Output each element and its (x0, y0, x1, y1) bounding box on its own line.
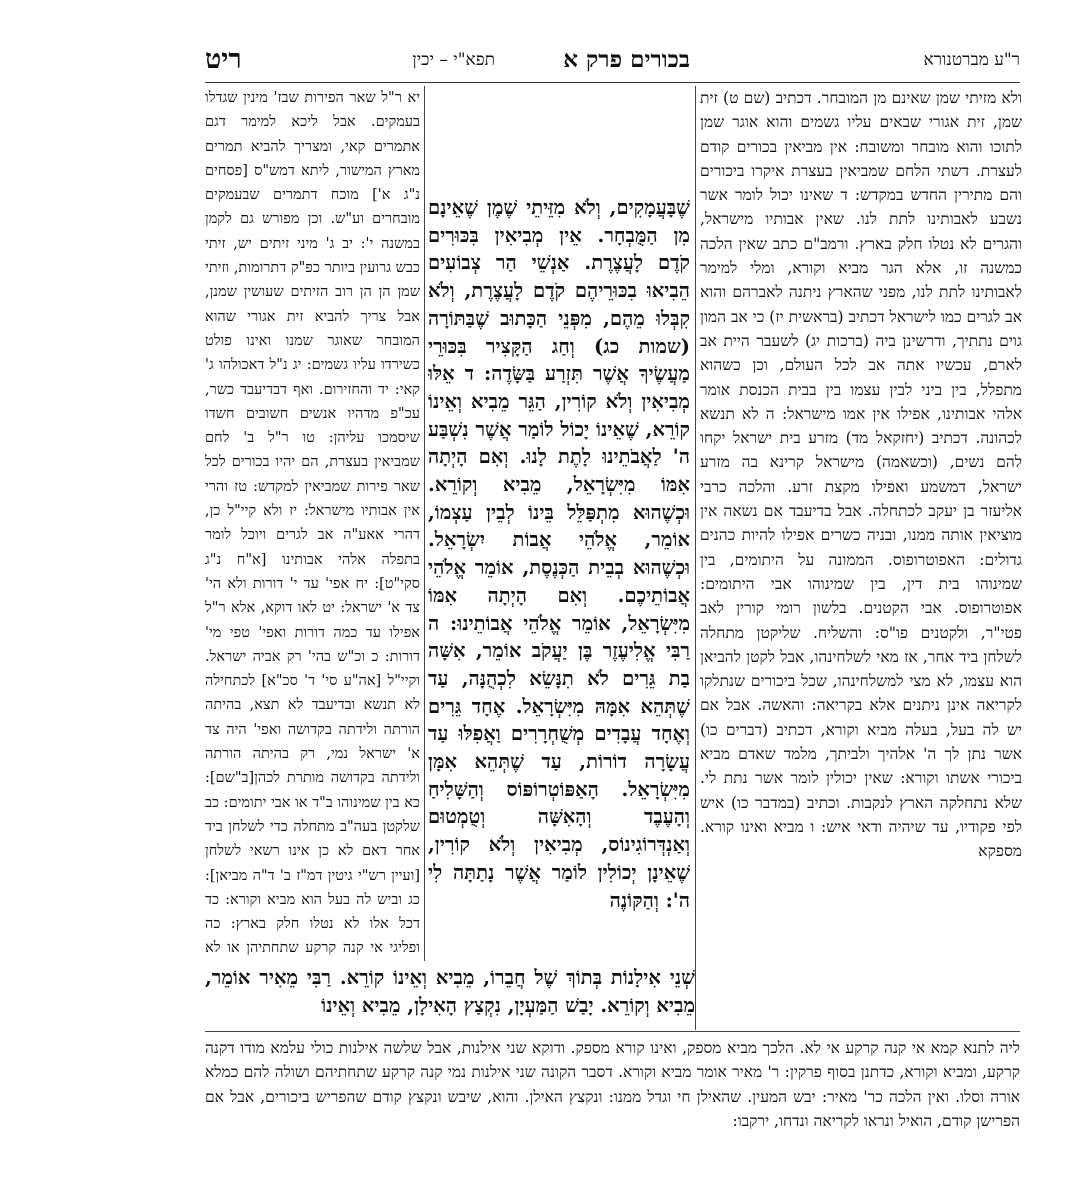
page-number: ריט (205, 44, 242, 75)
mishnah-continuation: שְׁנֵי אִילָנוֹת בְּתוֹךְ שֶׁל חֲבֵרוֹ, מֵבִיא וְאֵינוֹ קוֹרֵא. רַבִּי מֵאִיר אוֹמֵר, מֵבִיא וְקוֹרֵא. יָבַשׁ הַמַּעְיָן, נִקְצַץ הָאִילָן, מֵבִיא וְאֵינוֹ (205, 966, 695, 1017)
mishnah-column: שֶׁבָּעֲמָקִים, וְלֹא מִזֵּיתֵי שֶׁמֶן שֶׁאֵינָם מִן הַמֻּבְחָר. אֵין מְבִיאִין בִּכּוּרִים קֹדֶם לָעֲצֶרֶת. אַנְשֵׁי הַר צְבוֹעִים הֵבִיאוּ בִכּוּרֵיהֶם קֹדֶם לָעֲצֶרֶת, וְלֹא קִבְּלוּ מֵהֶם, מִפְּנֵי הַכָּתוּב שֶׁבַּתּוֹרָה (שמות כג) וְחַג הַקָּצִיר בִּכּוּרֵי מַעֲשֶׂיךָ אֲשֶׁר תִּזְרַע בַּשָּׂדֶה: ד אֵלּוּ מְבִיאִין וְלֹא קוֹרִין, הַגֵּר מֵבִיא וְאֵינוֹ קוֹרֵא, שֶׁאֵינוֹ יָכוֹל לוֹמַר אֲשֶׁר נִשְׁבַּע ה' לַאֲבֹתֵינוּ לָתֶת לָנוּ. וְאִם הָיְתָה אִמּוֹ מִיִּשְׂרָאֵל, מֵבִיא וְקוֹרֵא. וּכְשֶׁהוּא מִתְפַּלֵּל בֵּינוֹ לְבֵין עַצְמוֹ, אוֹמֵר, אֱלֹהֵי אֲבוֹת יִשְׂרָאֵל. וּכְשֶׁהוּא בְבֵית הַכְּנֶסֶת, אוֹמֵר אֱלֹהֵי אֲבוֹתֵיכֶם. וְאִם הָיְתָה אִמּוֹ מִיִּשְׂרָאֵל, אוֹמֵר אֱלֹהֵי אֲבוֹתֵינוּ: ה רַבִּי אֱלִיעֶזֶר בֶּן יַעֲקֹב אוֹמֵר, אִשָּׁה בַת גֵּרִים לֹא תִנָּשֵׂא לִכְהֻנָּה, עַד שֶׁתְּהֵא אִמָּהּ מִיִּשְׂרָאֵל. אֶחָד גֵּרִים וְאֶחָד עֲבָדִים מְשֻׁחְרָרִים וַאֲפִלּוּ עַד עֲשָׂרָה דוֹרוֹת, עַד שֶׁתְּהֵא אִמָּן מִיִּשְׂרָאֵל. הָאַפּוֹטְרוֹפּוֹס וְהַשָּׁלִיחַ וְהָעֶבֶד וְהָאִשָּׁה וְטֻמְטוּם וְאַנְדְּרוֹגִינוֹס, מְבִיאִין וְלֹא קוֹרִין, שֶׁאֵינָן יְכוֹלִין לוֹמַר אֲשֶׁר נָתַתָּה לִי ה': וְהַקּוֹנֶה (428, 196, 690, 912)
page-header (205, 44, 1020, 82)
commentator-title: ר"ע מברטנורא (923, 50, 1020, 70)
bartenura-column: ולא מזיתי שמן שאינם מן המובחר. דכתיב (שם ט) זית שמן, זית אגורי שבאים עליו גשמים והוא אוגר שמן לתוכו והוא מובחר ומשובח: אין מביאין בכורים קודם לעצרת. דשתי הלחם שמביאין בעצרת איקרו ביכורים והם מתירין החדש במקדש: ד שאינו יכול לומר אשר נשבע לאבותינו לתת לנו. שאין אבותיו מישראל, והגרים לא נטלו חלק בארץ. ורמב"ם כתב שאין הלכה כמשנה זו, אלא הגר מביא וקורא, ומלי למימר לאבותינו לתת לנו, מפני שהארץ ניתנה לאברהם והוא אב לגרים כמו לישראל דכתיב (בראשית יז) כי אב המון גוים נתתיך, ודרשינן ביה (ברכות יג) לשעבר היית אב לארם, עכשיו אתה אב לכל העולם, וכן כשהוא מתפלל, בין ביני לבין עצמו בין בבית הכנסת אומר אלהי אבותינו, אפילו אין אמו מישראל: ה לא תנשא לכהונה. דכתיב (יחזקאל מד) מזרע בית ישראל יקחו להם נשים, (וכשאמה) מישראל קרינא בה מזרע ישראל, דמשמע ואפילו מקצת זרע. והלכה כרבי אליעזר בן יעקב לכתחלה. אבל בדיעבד אם נשאה אין מוציאין אותה ממנו, ובניה כשרים אפילו להיות כהנים גדולים: האפוטרופוס. הממונה על היתומים, בין שמינוהו בית דין, בין שמינוהו אבי היתומים: אפוטרופוס. אבי הקטנים. בלשון רומי קורין לאב פטי"ר, ולקטנים פו"ס: והשליח. שליקטן מתחלה לשלחן ביד אחר, אז מאי לשלחינהו, אבל לקטן להביאן הוא עצמו, לא מצי למשלחינהו, שכל ביכורים שנתלקו לקריאה אינן ניתנים אלא בקריאה: והאשה. אבל אם יש לה בעל, בעלה מביא וקורא, דכתיב (דברים כו) אשר נתן לך ה' אלהיך ולביתך, מלמד שאדם מביא ביכורי אשתו וקורא: שאין יכולין לומר אשר נתת לי. שלא נתחלקה הארץ לנקבות. וכתיב (במדבר כו) איש לפי פקודיו, עד שיהיה ודאי איש: ו מביא ואינו קורא. מספקא (700, 89, 1022, 861)
yachin-column: יא ר"ל שאר הפירות שבז' מינין שגדלו בעמקים. אבל ליכא למימר דגם אתמרים קאי, ומצריך להביא תמרים מארץ המישור, ליתא דמש"ס [פסחים נ"ג א'] מוכח דתמרים שבעמקים מובחרים וע"ש. וכן מפורש גם לקמן במשנה י': יב ג' מיני זיתים יש, זיתי כבש גרועין ביותר כפ"ק דתרומות, וזיתי שמן הן הן רוב הזיתים שעושין שמנן, אבל צריך להביא זית אגורי שהוא המובחר שאוגר שמנו ואינו פולט כשירדו עליו גשמים: יג נ"ל דאכולהו ג' קאי: יד והחזירום. ואף דבדיעבד כשר, עכ"פ מדהיו אנשים חשובים חשדו שיסמכו עליהן: טו ר"ל ב' לחם שמביאין בעצרת, הם יהיו בכורים לכל שאר פירות שמביאין למקדש: טז והרי אין אבותיו מישראל: יז ולא קיי"ל כן, דהרי אאע"ה אב לגרים ויוכל לומר בתפלה אלהי אבותינו [א"ח נ"ג סקי"ט]: יח אפי' עד י' דורות ולא הי' צד א' ישראל: יט לאו דוקא, אלא ר"ל אפילו עד כמה דורות ואפי' טפי מי' דורות: כ וכ"ש בהי' רק אביה ישראל. וקיי"ל [אה"ע סי' ד' סכ"א] לכתחילה לא תנשא ובדיעבד לא תצא, בהיתה הורתה ולידתה בקדושה ואפי' היה צד א' ישראל נמי, רק בהיתה הורתה ולידתה בקדושה מותרת לכהן[ב"שם]: כא בין שמינוהו ב"ד או אבי יתומים: כב שלקטן בעה"ב מתחלה כדי לשלחן ביד אחר דאם לא כן אינו רשאי לשלחן [ועיין רש"י גיטין דמ"ז ב' ד"ה מביאן]: כג וביש לה בעל הוא מביא וקורא: כד דכל אלו לא נטלו חלק בארץ: כה ופליגי אי קנה קרקע שתחתיהן או לא (205, 90, 420, 957)
footer-rule (205, 1031, 1020, 1032)
header-rule (205, 82, 1020, 83)
reference-title: תפא"י – יכין (412, 50, 495, 70)
tractate-title: בכורים פרק א (563, 46, 690, 73)
column-divider-right (695, 86, 696, 1030)
bartenura-footer: ליה לתנא קמא אי קנה קרקע אי לא. הלכך מביא מספק, ואינו קורא מספק. ודוקא שני אילנות, אבל שלשה אילנות כולי עלמא מודו דקנה קרקע, ומביא וקורא, כדתנן בסוף פרקין: ר' מאיר אומר מביא וקורא. דסבר הקונה שני אילנות נמי קנה קרקע שתחתיהם ושולה להם כמלא אורה וסלו. ואין הלכה כר' מאיר: יבש המעין. שהאילן חי וגדל ממנו: ונקצץ האילן. והוא, שיבש ונקצץ קודם שהפריש ביכורים, אבל אם הפרישן קודם, הואיל ונראו לקריאה ונדחו, ירקבו: (205, 1039, 1020, 1130)
column-divider-left (424, 86, 425, 961)
